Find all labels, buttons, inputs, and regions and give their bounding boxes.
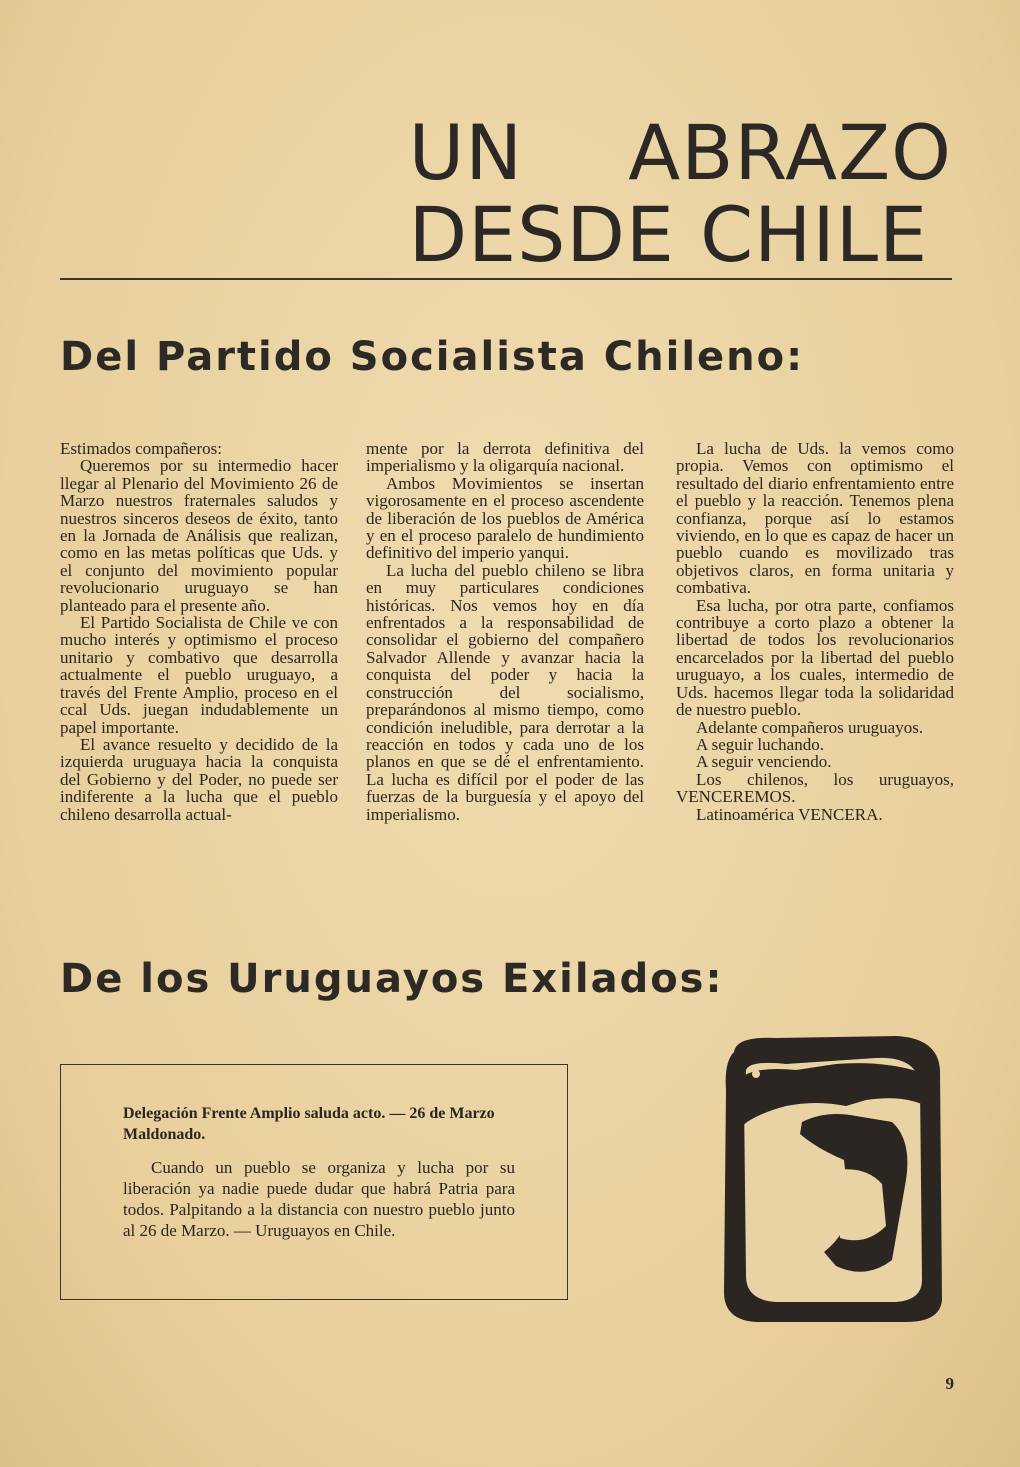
title-rule [60,278,952,280]
article-column-2 [366,440,644,823]
raised-fist-emblem-icon [716,1030,946,1326]
article-column-3 [676,440,954,823]
paragraph: Queremos por su intermedio hacer llegar al Plenario del Movimiento 26 de Marzo nuestros fraternales saludos y nuestros sinceros deseos de éxito, tanto en la Jornada de Análisis que realizan, como en las metas políticas que Uds. y el conjunto del movimiento popular revolucionario uruguayo se han planteado para el presente año. [60,456,338,615]
message-box-body [123,1157,515,1241]
paragraph: Los chilenos, los uruguayos, VENCEREMOS. [676,769,954,807]
salutation: Estimados compañeros: [60,439,222,458]
paragraph: La lucha del pueblo chileno se libra en muy particulares condiciones históricas. Nos vemos hoy en día enfrentados a la responsabilidad de consolidar el gobierno del compañero Salvador Allende y avanzar hacia la conquista del poder y hacia la construcción del socialismo, preparándonos al mismo tiempo, como condición ineludible, para derrotar a la reacción en todos y cada uno de los planos en que se dé el enfrentamiento. La lucha es difícil por el poder de las fuerzas de la burguesía y el apoyo del imperialismo. [366,560,644,824]
title-line-2: DESDE CHILE [408,190,929,279]
paragraph: Ambos Movimientos se insertan vigorosamente en el proceso ascendente de liberación de los pueblos de América y en el proceso paralelo de hundimiento definitivo del imperio yanqui. [366,473,644,563]
message-box-text: Cuando un pueblo se organiza y lucha por su liberación ya nadie puede dudar que habrá Patria para todos. Palpitando a la distancia con nuestro pueblo junto al 26 de Marzo. — Uruguayos en Chile. [123,1158,515,1240]
paragraph: Latinoamérica VENCERA. [696,804,883,824]
title-line-1: UN ABRAZO [408,108,952,197]
paragraph: Esa lucha, por otra parte, confiamos contribuye a corto plazo a obtener la libertad de todos los revolucionarios encarcelados por la libertad del pueblo uruguayo, a los cuales, intermedio de Uds. hacemos llegar toda la solidaridad de nuestro pueblo. [676,595,954,720]
paragraph: A seguir luchando. [696,734,824,754]
message-box-heading: Delegación Frente Amplio saluda acto. — 26 de Marzo Maldonado. [123,1105,495,1143]
section-heading-exilados: De los Uruguayos Exilados: [60,956,724,1002]
paragraph: El Partido Socialista de Chile ve con mucho interés y optimismo el proceso unitario y combativo que desarrolla actualmente el pueblo uruguayo, a través del Frente Amplio, proceso en el ccal Uds. juegan indudablemente un papel importante. [60,613,338,737]
message-box [60,1064,568,1300]
paragraph: mente por la derrota definitiva del imperialismo y la oligarquía nacional. [366,439,644,476]
article-column-1 [60,440,338,823]
paragraph: A seguir venciendo. [696,752,832,772]
page-title [408,108,952,279]
paragraph: Adelante compañeros uruguayos. [696,717,924,737]
paragraph: La lucha de Uds. la vemos como propia. Vemos con optimismo el resultado del diario enfrentamiento entre el pueblo y la reacción. Tenemos plena confianza, porque así lo estamos viviendo, en lo que es capaz de hacer un pueblo cuando es movilizado tras objetivos claros, en forma unitaria y combativa. [676,439,954,598]
section-heading-partido: Del Partido Socialista Chileno: [60,334,805,380]
paragraph: El avance resuelto y decidido de la izquierda uruguaya hacia la conquista del Gobierno y del Poder, no puede ser indiferente a la lucha que el pueblo chileno desarrolla actual- [60,734,338,824]
page-number: 9 [945,1374,954,1393]
